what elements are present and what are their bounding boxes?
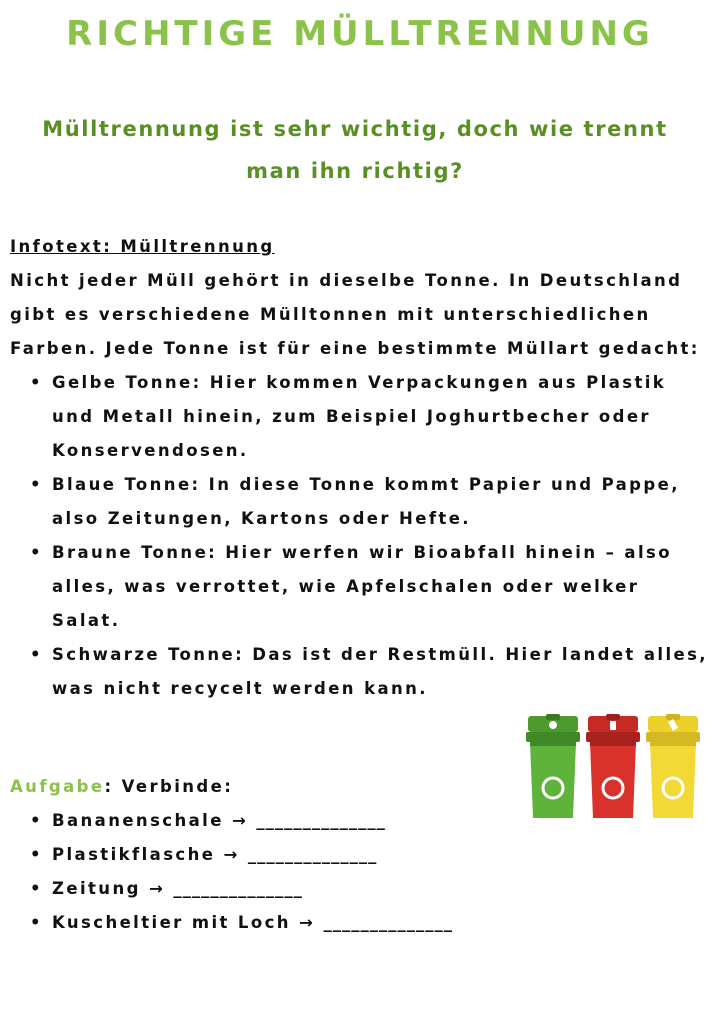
answer-blank[interactable]: ______________ [323,913,453,932]
list-item-yellow-bin: • Gelbe Tonne: Hier kommen Verpackungen aus Plastik und Metall hinein, zum Beispiel Joghurtbecher oder Konservendosen. [30,366,710,468]
answer-blank[interactable]: ______________ [256,811,386,830]
task-item-text: Plastikflasche → [52,845,240,864]
task-label: Aufgabe [10,777,105,796]
task-item-text: Kuscheltier mit Loch → [52,913,316,932]
list-item [30,804,710,838]
info-heading: Infotext: Mülltrennung [10,237,275,256]
task-instruction: : Verbinde: [104,777,234,796]
list-item [30,906,710,940]
bins-list [10,366,710,706]
info-section [10,230,710,706]
subtitle: Mülltrennung ist sehr wichtig, doch wie trennt man ihn richtig? [42,117,668,183]
task-heading [10,770,710,804]
page-title: RICHTIGE MÜLLTRENNUNG [66,14,654,54]
list-item-black-bin: • Schwarze Tonne: Das ist der Restmüll. Hier landet alles, was nicht recycelt werden kann. [30,638,710,706]
answer-blank[interactable]: ______________ [247,845,378,864]
task-section [10,770,710,940]
info-intro: Nicht jeder Müll gehört in dieselbe Tonne. In Deutschland gibt es verschiedene Mülltonnen mit unterschiedlichen Farben. Jede Tonne ist für eine bestimmte Müllart gedacht: [10,271,700,358]
list-item [30,872,710,906]
task-item-text: Bananenschale → [52,811,249,830]
list-item-brown-bin: • Braune Tonne: Hier werfen wir Bioabfall hinein – also alles, was verrottet, wie Apfelschalen oder welker Salat. [30,536,710,638]
list-item [30,838,710,872]
task-list [10,804,710,940]
list-item-blue-bin: • Blaue Tonne: In diese Tonne kommt Papier und Pappe, also Zeitungen, Kartons oder Hefte. [30,468,710,536]
answer-blank[interactable]: ______________ [173,879,303,898]
task-item-text: Zeitung → [52,879,166,898]
